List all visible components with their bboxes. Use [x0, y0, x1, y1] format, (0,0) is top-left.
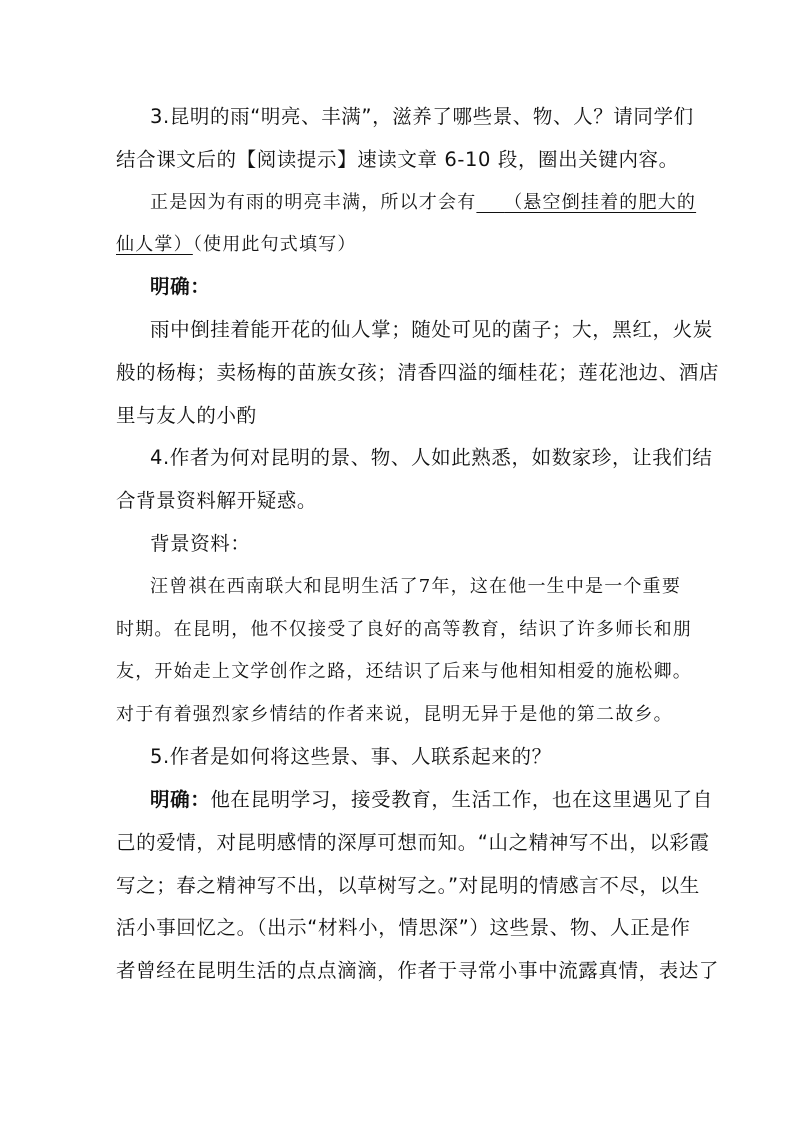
q4-background-line-3: 友，开始走上文学创作之路，还结识了后来与他相知相爱的施松卿。	[116, 661, 692, 682]
q3-fill-answer-part2: 仙人掌）	[116, 234, 193, 255]
q4-background-line-2: 时期。在昆明，他不仅接受了良好的高等教育，结识了许多师长和朋	[116, 619, 692, 640]
q3-answer-label: 明确：	[150, 275, 211, 298]
q4-background-line-4: 对于有着强烈家乡情结的作者来说，昆明无异于是他的第二故乡。	[116, 704, 673, 725]
q3-answer-line-2: 般的杨梅；卖杨梅的苗族女孩；清香四溢的缅桂花；莲花池边、酒店	[116, 361, 720, 384]
q5-answer-line-5: 者曾经在昆明生活的点点滴滴，作者于寻常小事中流露真情，表达了	[116, 959, 720, 982]
q5-answer-line-3: 写之；春之精神写不出，以草树写之。”对昆明的情感言不尽，以生	[116, 874, 700, 897]
q4-line-1: 4.作者为何对昆明的景、物、人如此熟悉，如数家珍，让我们结	[150, 446, 713, 469]
q3-fill-answer-part1: （悬空倒挂着的肥大的	[504, 192, 697, 213]
q3-line-2: 结合课文后的【阅读提示】速读文章 6-10 段，圈出关键内容。	[116, 148, 679, 171]
q3-line-1: 3.昆明的雨“明亮、丰满”，滋养了哪些景、物、人？请同学们	[150, 105, 694, 128]
q3-fill-sentence	[150, 189, 696, 217]
q5-answer-line-1	[150, 786, 713, 814]
q3-fill-suffix: （使用此句式填写）	[192, 234, 357, 255]
q5-line-1: 5.作者是如何将这些景、事、人联系起来的？	[150, 745, 552, 768]
q5-answer-text-1: 他在昆明学习，接受教育，生活工作，也在这里遇见了自	[210, 788, 713, 811]
q4-line-2: 合背景资料解开疑惑。	[116, 489, 318, 512]
q3-fill-sentence-cont	[116, 231, 696, 259]
q3-answer-line-1: 雨中倒挂着能开花的仙人掌；随处可见的菌子；大，黑红，火炭	[150, 318, 713, 341]
q4-background-label: 背景资料：	[150, 532, 251, 555]
q4-background-line-1: 汪曾祺在西南联大和昆明生活了7年，这在他一生中是一个重要	[150, 576, 682, 597]
q5-answer-line-4: 活小事回忆之。（出示“材料小，情思深”）这些景、物、人正是作	[116, 916, 691, 939]
q5-answer-line-2: 己的爱情，对昆明感情的深厚可想而知。“山之精神写不出，以彩霞	[116, 831, 710, 854]
q3-fill-prefix: 正是因为有雨的明亮丰满，所以才会有	[150, 192, 477, 213]
q5-answer-label: 明确：	[150, 788, 211, 811]
q3-answer-line-3: 里与友人的小酌	[116, 404, 257, 427]
